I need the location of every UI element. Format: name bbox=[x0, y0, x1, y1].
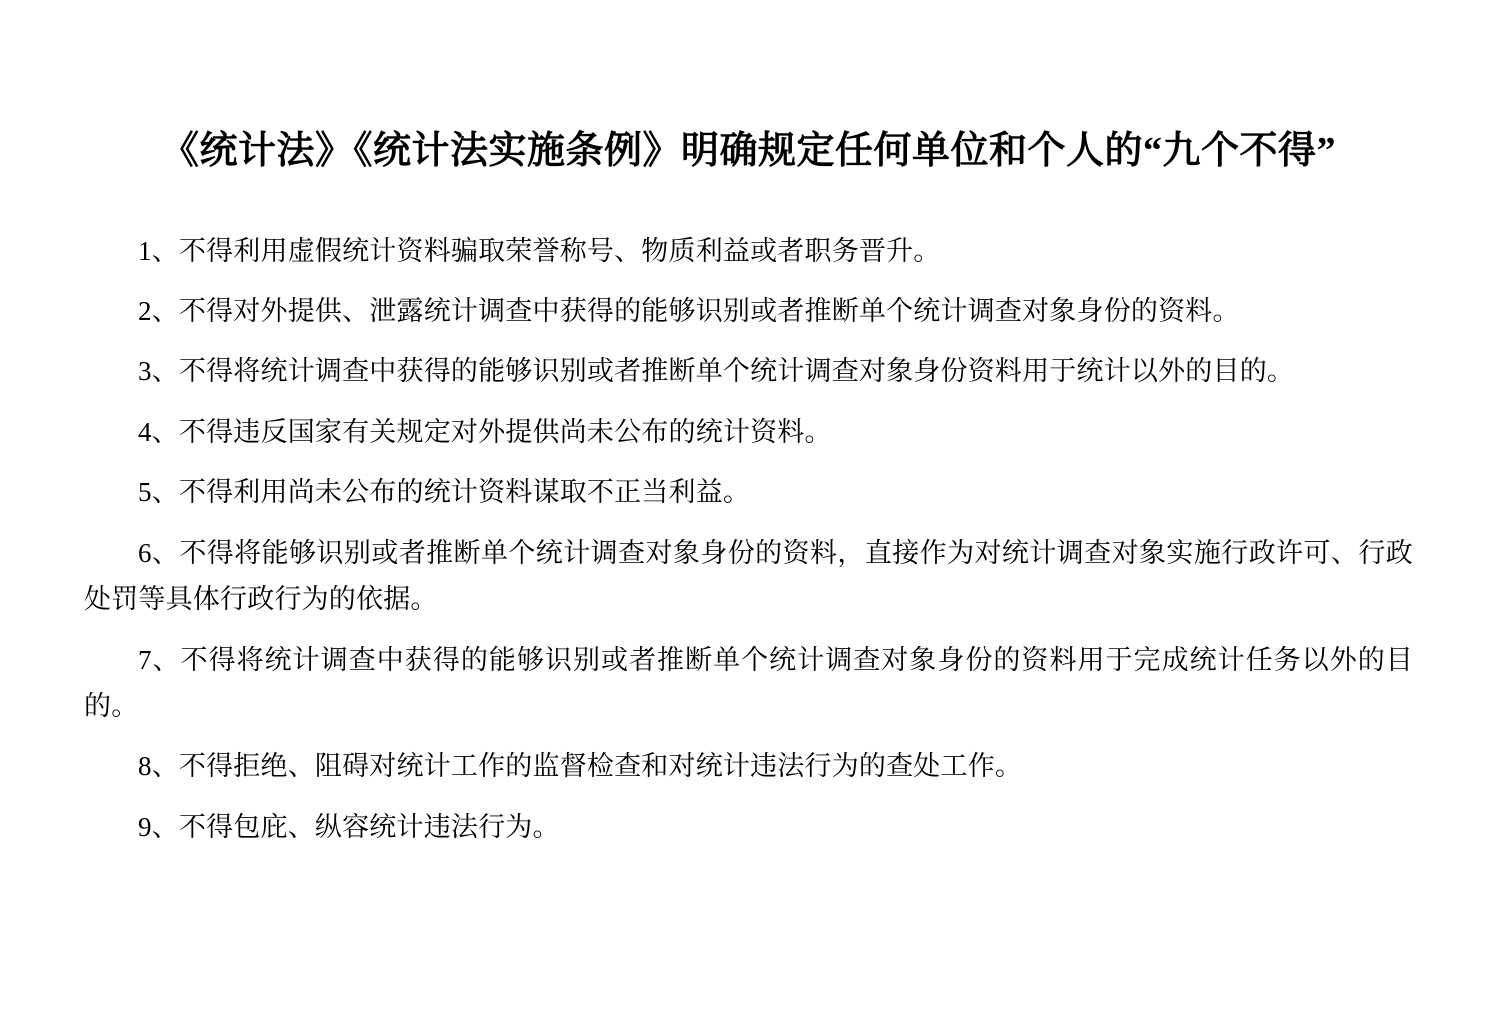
nine-prohibitions-list bbox=[84, 228, 1413, 851]
list-item: 9、不得包庇、纵容统计违法行为。 bbox=[138, 811, 560, 842]
list-item: 5、不得利用尚未公布的统计资料谋取不正当利益。 bbox=[138, 477, 751, 508]
page-title: 《统计法》《统计法实施条例》明确规定任何单位和个人的“九个不得” bbox=[160, 130, 1336, 172]
list-item: 6、不得将能够识别或者推断单个统计调查对象身份的资料，直接作为对统计调查对象实施行政许可、行政处罚等具体行政行为的依据。 bbox=[84, 537, 1413, 615]
list-item: 4、不得违反国家有关规定对外提供尚未公布的统计资料。 bbox=[138, 416, 832, 447]
list-item: 1、不得利用虚假统计资料骗取荣誉称号、物质利益或者职务晋升。 bbox=[138, 235, 941, 266]
list-item: 2、不得对外提供、泄露统计调查中获得的能够识别或者推断单个统计调查对象身份的资料。 bbox=[138, 295, 1240, 326]
list-item: 8、不得拒绝、阻碍对统计工作的监督检查和对统计违法行为的查处工作。 bbox=[138, 751, 1023, 782]
list-item: 7、不得将统计调查中获得的能够识别或者推断单个统计调查对象身份的资料用于完成统计任务以外的目的。 bbox=[84, 644, 1413, 721]
list-item: 3、不得将统计调查中获得的能够识别或者推断单个统计调查对象身份资料用于统计以外的目的。 bbox=[138, 356, 1295, 387]
